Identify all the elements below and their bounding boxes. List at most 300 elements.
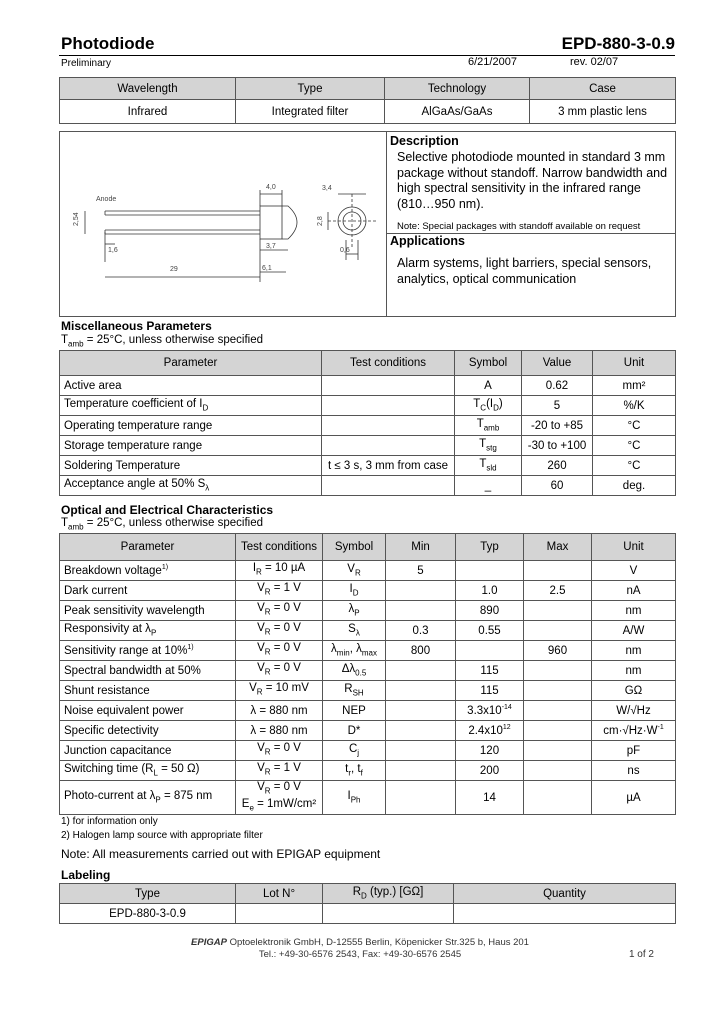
test-text-2: = 0 V — [270, 602, 301, 615]
misc-symbol: A — [455, 376, 522, 396]
sym-sub2: max — [361, 648, 377, 658]
sym: S — [348, 623, 356, 636]
optical-min — [386, 701, 456, 721]
typ-text: 120 — [479, 744, 500, 757]
optical-max — [524, 681, 592, 701]
summary-header-wavelength: Wavelength — [60, 78, 236, 100]
optical-max: 2.5 — [524, 581, 592, 601]
sym-sub: r — [348, 768, 352, 778]
test-sub: R — [264, 747, 271, 757]
optical-param — [60, 621, 236, 641]
misc-param: Operating temperature range — [60, 416, 322, 436]
sym3: ) — [498, 398, 503, 411]
unit-text: pF — [626, 744, 641, 757]
test-sub-3: e — [249, 802, 254, 812]
drawing-dim-lead-offset: 1,6 — [108, 247, 118, 254]
sym: Δλ — [341, 663, 356, 676]
misc-unit: deg. — [593, 476, 676, 496]
unit-text: GΩ — [624, 684, 643, 697]
optical-param — [60, 661, 236, 681]
optical-unit — [592, 721, 676, 741]
test-text: λ = 880 nm — [250, 724, 308, 737]
sym: t — [345, 763, 349, 776]
optical-param — [60, 741, 236, 761]
drawing-dim-lead-pitch: 2,54 — [73, 212, 80, 226]
optical-symbol — [323, 781, 386, 815]
optical-param — [60, 681, 236, 701]
param-text-2: = 875 nm — [160, 790, 213, 803]
misc-value: 60 — [522, 476, 593, 496]
misc-symbol — [455, 416, 522, 436]
param-text: Spectral bandwidth at 50% — [64, 664, 201, 677]
param-footnote: 1) — [187, 644, 194, 652]
optical-unit — [592, 581, 676, 601]
optical-min — [386, 601, 456, 621]
table-row — [60, 376, 676, 396]
optical-typ — [456, 661, 524, 681]
drawing-dim-body-length: 4,0 — [266, 184, 276, 191]
test-text: V — [257, 602, 265, 615]
table-row — [60, 741, 676, 761]
table-row — [60, 621, 676, 641]
optical-min — [386, 661, 456, 681]
misc-test — [322, 396, 455, 416]
misc-test — [322, 436, 455, 456]
footer-company: EPIGAP — [191, 937, 227, 948]
optical-test — [236, 621, 323, 641]
optical-max — [524, 561, 592, 581]
unit-text: A/W — [622, 624, 645, 637]
test-sub: R — [264, 667, 271, 677]
misc-unit: °C — [593, 416, 676, 436]
misc-header-unit: Unit — [593, 351, 676, 376]
optical-max — [524, 621, 592, 641]
optical-test — [236, 581, 323, 601]
optical-param — [60, 561, 236, 581]
test-text: V — [257, 781, 265, 794]
optical-symbol — [323, 601, 386, 621]
optical-unit — [592, 601, 676, 621]
misc-symbol — [455, 456, 522, 476]
misc-test — [322, 376, 455, 396]
test-text-2: = 10 mV — [262, 682, 309, 695]
sym: D* — [347, 724, 361, 737]
test-text: λ = 880 nm — [250, 704, 308, 717]
test-sub: R — [264, 767, 271, 777]
test-text: V — [249, 682, 257, 695]
test-sub: R — [264, 786, 271, 796]
misc-test — [322, 476, 455, 496]
optical-unit — [592, 761, 676, 781]
sym-sub: D — [352, 588, 359, 598]
rd-sub: D — [361, 891, 367, 901]
misc-value: 5 — [522, 396, 593, 416]
optical-min: 800 — [386, 641, 456, 661]
labeling-header-type: Type — [60, 884, 236, 904]
labeling-quantity — [454, 904, 676, 924]
sym2: , λ — [349, 643, 362, 656]
unit-exp: -1 — [657, 724, 664, 732]
misc-symbol: _ — [455, 476, 522, 496]
typ-text: 1.0 — [481, 584, 498, 597]
sym-sub: SH — [352, 688, 364, 698]
optical-symbol — [323, 701, 386, 721]
misc-unit: °C — [593, 456, 676, 476]
misc-value: -20 to +85 — [522, 416, 593, 436]
summary-case: 3 mm plastic lens — [530, 100, 676, 124]
description-heading: Description — [390, 134, 459, 148]
typ-text: 890 — [479, 604, 500, 617]
typ-text: 2.4x10 — [468, 724, 503, 737]
misc-param — [60, 476, 322, 496]
optical-min — [386, 581, 456, 601]
optical-test — [236, 781, 323, 815]
optical-symbol — [323, 641, 386, 661]
drawing-dim-inner-diameter: 2,8 — [317, 216, 324, 226]
optical-header-unit: Unit — [592, 534, 676, 561]
test-text-2: = 0 V — [270, 781, 301, 794]
labeling-header-lot: Lot N° — [236, 884, 323, 904]
optical-symbol — [323, 761, 386, 781]
optical-typ — [456, 721, 524, 741]
misc-value: -30 to +100 — [522, 436, 593, 456]
optical-typ — [456, 601, 524, 621]
sym: T — [479, 438, 487, 451]
param-sub: P — [150, 628, 157, 638]
unit-text: nm — [625, 644, 642, 657]
param-text: Junction capacitance — [64, 744, 172, 757]
labeling-heading: Labeling — [61, 868, 111, 882]
test-text-2: = 1 V — [270, 762, 301, 775]
footer-contact: Tel.: +49-30-6576 2543, Fax: +49-30-6576 2545 — [258, 949, 462, 960]
summary-type: Integrated filter — [236, 100, 385, 124]
typ-text: 0.55 — [478, 624, 501, 637]
test-text-2: = 10 µA — [261, 562, 306, 575]
misc-unit: %/K — [593, 396, 676, 416]
sym2: , t — [351, 763, 361, 776]
param-text-2: = 50 Ω) — [157, 763, 200, 776]
page-title: Photodiode — [61, 34, 155, 53]
sym-sub: R — [354, 568, 361, 578]
sym-sub: stg — [486, 443, 497, 453]
package-drawing-svg — [60, 132, 386, 316]
test-text: V — [257, 582, 265, 595]
optical-symbol — [323, 621, 386, 641]
optical-unit — [592, 561, 676, 581]
optical-max — [524, 761, 592, 781]
param-text: Temperature coefficient of I — [64, 398, 203, 411]
labeling-header-quantity: Quantity — [454, 884, 676, 904]
summary-header-type: Type — [236, 78, 385, 100]
misc-test: t ≤ 3 s, 3 mm from case — [322, 456, 455, 476]
typ-text: 3.3x10 — [467, 704, 502, 717]
drawing-dim-lens-length: 3,7 — [266, 243, 276, 250]
param-sub: D — [202, 403, 209, 413]
table-row — [60, 396, 676, 416]
drawing-dim-diameter: 3,4 — [322, 185, 332, 192]
drawing-dim-overall: 6,1 — [262, 265, 272, 272]
table-row — [60, 781, 676, 815]
optical-condition: $T_{amb} = 25^\circ C$, unless otherwise specified — [61, 517, 264, 532]
footer-line1: Optoelektronik GmbH, D-12555 Berlin, Köpenicker Str.325 b, Haus 201 — [229, 937, 529, 948]
optical-param — [60, 721, 236, 741]
table-row — [60, 761, 676, 781]
rd-text: R — [352, 886, 361, 899]
table-row — [60, 681, 676, 701]
optical-typ — [456, 581, 524, 601]
optical-header-typ: Typ — [456, 534, 524, 561]
optical-typ — [456, 561, 524, 581]
summary-wavelength: Infrared — [60, 100, 236, 124]
test-text-2: = 0 V — [270, 662, 301, 675]
param-text: Dark current — [64, 584, 128, 597]
test-text-2: = 0 V — [270, 642, 301, 655]
unit-text: nA — [626, 584, 641, 597]
summary-table — [59, 77, 676, 124]
test-sub: R — [256, 687, 263, 697]
optical-test — [236, 601, 323, 621]
footnote-2: 2) Halogen lamp source with appropriate filter — [61, 830, 263, 841]
test-text-2: = 1 V — [270, 582, 301, 595]
unit-text: nm — [625, 664, 642, 677]
misc-unit: °C — [593, 436, 676, 456]
sym: R — [344, 683, 353, 696]
test-sub: R — [264, 607, 271, 617]
test-text: V — [257, 742, 265, 755]
misc-header-symbol: Symbol — [455, 351, 522, 376]
page-number: 1 of 2 — [628, 949, 654, 960]
param-sub: L — [153, 768, 158, 778]
typ-text: 200 — [479, 764, 500, 777]
table-row — [60, 721, 676, 741]
param-text: Sensitivity range at 10% — [64, 644, 188, 657]
typ-text: 115 — [480, 684, 499, 697]
optical-param — [60, 601, 236, 621]
param-text: Photo-current at λ — [64, 790, 156, 803]
misc-value: 260 — [522, 456, 593, 476]
sym-sub: amb — [483, 423, 500, 433]
optical-symbol — [323, 721, 386, 741]
sym: T — [473, 398, 481, 411]
typ-exp: -14 — [501, 704, 512, 712]
optical-symbol — [323, 581, 386, 601]
sym-sub: min — [336, 648, 350, 658]
param-text: Responsivity at λ — [64, 623, 151, 636]
misc-param: Active area — [60, 376, 322, 396]
revision-label: rev. 02/07 — [570, 56, 619, 68]
sym-sub: sld — [486, 463, 497, 473]
misc-header-value: Value — [522, 351, 593, 376]
sym: T — [479, 458, 487, 471]
rd-unit: (typ.) [GΩ] — [369, 886, 424, 899]
optical-header-symbol: Symbol — [323, 534, 386, 561]
drawing-dim-lead-length: 29 — [170, 266, 178, 273]
optical-header-max: Max — [524, 534, 592, 561]
test-text: V — [257, 662, 265, 675]
misc-param: Storage temperature range — [60, 436, 322, 456]
optical-max — [524, 701, 592, 721]
optical-min — [386, 681, 456, 701]
param-text: Breakdown voltage — [64, 564, 162, 577]
misc-condition-text: = 25°C, unless otherwise specified — [86, 334, 264, 346]
sym: T — [476, 418, 484, 431]
optical-unit — [592, 641, 676, 661]
optical-header-test: Test conditions — [236, 534, 323, 561]
sym-sub: P — [354, 608, 360, 618]
table-row — [60, 641, 676, 661]
optical-min — [386, 741, 456, 761]
labeling-header-rd — [323, 884, 454, 904]
typ-text: 14 — [483, 791, 496, 804]
typ-text: 115 — [480, 664, 499, 677]
optical-typ — [456, 741, 524, 761]
part-number: EPD-880-3-0.9 — [561, 34, 675, 53]
param-sub: P — [155, 795, 161, 805]
optical-unit — [592, 701, 676, 721]
misc-table — [59, 350, 676, 496]
sym: V — [347, 563, 355, 576]
sym-sub: λ — [355, 628, 360, 638]
optical-test — [236, 641, 323, 661]
optical-max — [524, 721, 592, 741]
optical-typ — [456, 781, 524, 815]
summary-header-case: Case — [530, 78, 676, 100]
optical-unit — [592, 741, 676, 761]
optical-test — [236, 701, 323, 721]
sym-sub2: D — [493, 403, 499, 413]
optical-min: 0.3 — [386, 621, 456, 641]
sym-sub: 0.5 — [355, 668, 367, 678]
table-row — [60, 581, 676, 601]
optical-header-parameter: Parameter — [60, 534, 236, 561]
optical-test — [236, 741, 323, 761]
misc-header-parameter: Parameter — [60, 351, 322, 376]
optical-max — [524, 781, 592, 815]
sym-sub2: f — [360, 768, 363, 778]
optical-max — [524, 661, 592, 681]
drawing-label-anode: Anode — [96, 196, 117, 203]
test-sub: R — [264, 587, 271, 597]
footnote-1: 1) for information only — [61, 816, 158, 827]
sym: I — [349, 583, 353, 596]
optical-test — [236, 681, 323, 701]
description-text: Selective photodiode mounted in standard 3 mm package without standoff. Narrow bandwidth and high spectral sensitivity in the infrared range (810…950 nm). — [397, 150, 668, 211]
drawing-dim-lead-width: 0,6 — [340, 247, 350, 254]
sym-sub: Ph — [350, 795, 361, 805]
unit-text: µA — [626, 791, 641, 804]
optical-typ — [456, 761, 524, 781]
optical-min — [386, 781, 456, 815]
table-row — [60, 904, 676, 924]
optical-typ — [456, 641, 524, 661]
optical-unit — [592, 661, 676, 681]
misc-condition: $T_{amb} = 25^\circ C$, unless otherwise specified — [61, 334, 264, 349]
test-text: V — [257, 762, 265, 775]
table-row — [60, 436, 676, 456]
optical-param — [60, 641, 236, 661]
param-text: Switching time (R — [64, 763, 154, 776]
sym: λ — [348, 603, 355, 616]
optical-unit — [592, 781, 676, 815]
footer-address — [0, 937, 720, 948]
optical-table-body — [60, 561, 676, 815]
table-row — [60, 476, 676, 496]
test-text: I — [252, 562, 257, 575]
labeling-rd — [323, 904, 454, 924]
unit-text: nm — [625, 604, 642, 617]
table-row — [60, 561, 676, 581]
optical-param — [60, 701, 236, 721]
unit-text: cm·√Hz·W — [603, 724, 658, 737]
optical-test — [236, 561, 323, 581]
test-text-2: = 0 V — [270, 622, 301, 635]
optical-typ — [456, 681, 524, 701]
description-note: Note: Special packages with standoff available on request — [397, 221, 641, 232]
optical-symbol — [323, 661, 386, 681]
test-text: V — [257, 642, 265, 655]
misc-param — [60, 396, 322, 416]
package-drawing — [60, 132, 387, 316]
sym-sub: C — [480, 403, 487, 413]
optical-param — [60, 581, 236, 601]
table-row — [60, 416, 676, 436]
test-sub: R — [264, 627, 271, 637]
optical-test — [236, 661, 323, 681]
sym: C — [348, 743, 358, 756]
optical-symbol — [323, 681, 386, 701]
optical-unit — [592, 681, 676, 701]
table-row — [60, 601, 676, 621]
misc-symbol — [455, 396, 522, 416]
optical-header-min: Min — [386, 534, 456, 561]
test-text-3: E — [241, 797, 250, 810]
status-label: Preliminary — [61, 58, 112, 69]
optical-typ — [456, 621, 524, 641]
param-text: Noise equivalent power — [64, 704, 184, 717]
optical-table — [59, 533, 676, 815]
optical-max: 960 — [524, 641, 592, 661]
summary-technology: AlGaAs/GaAs — [385, 100, 530, 124]
summary-header-technology: Technology — [385, 78, 530, 100]
applications-text: Alarm systems, light barriers, special sensors, analytics, optical communication — [397, 256, 652, 286]
optical-unit — [592, 621, 676, 641]
typ-exp: 12 — [502, 724, 511, 732]
optical-test — [236, 761, 323, 781]
unit-text: ns — [627, 764, 640, 777]
param-text: Peak sensitivity wavelength — [64, 604, 205, 617]
optical-symbol — [323, 741, 386, 761]
unit-text: V — [629, 564, 638, 577]
misc-heading: Miscellaneous Parameters — [61, 319, 212, 333]
optical-test — [236, 721, 323, 741]
optical-symbol — [323, 561, 386, 581]
optical-max — [524, 601, 592, 621]
test-sub: R — [264, 647, 271, 657]
param-text: Acceptance angle at 50% S — [64, 478, 206, 491]
misc-value: 0.62 — [522, 376, 593, 396]
test-text-4: = 1mW/cm² — [253, 797, 317, 810]
sym2: (I — [486, 398, 494, 411]
param-footnote: 1) — [161, 564, 169, 572]
optical-typ — [456, 701, 524, 721]
optical-param — [60, 781, 236, 815]
applications-heading: Applications — [390, 234, 466, 248]
param-sub: λ — [205, 483, 210, 493]
optical-min — [386, 761, 456, 781]
optical-min — [386, 721, 456, 741]
optical-heading: Optical and Electrical Characteristics — [61, 503, 274, 517]
unit-text: W/√Hz — [616, 704, 651, 717]
